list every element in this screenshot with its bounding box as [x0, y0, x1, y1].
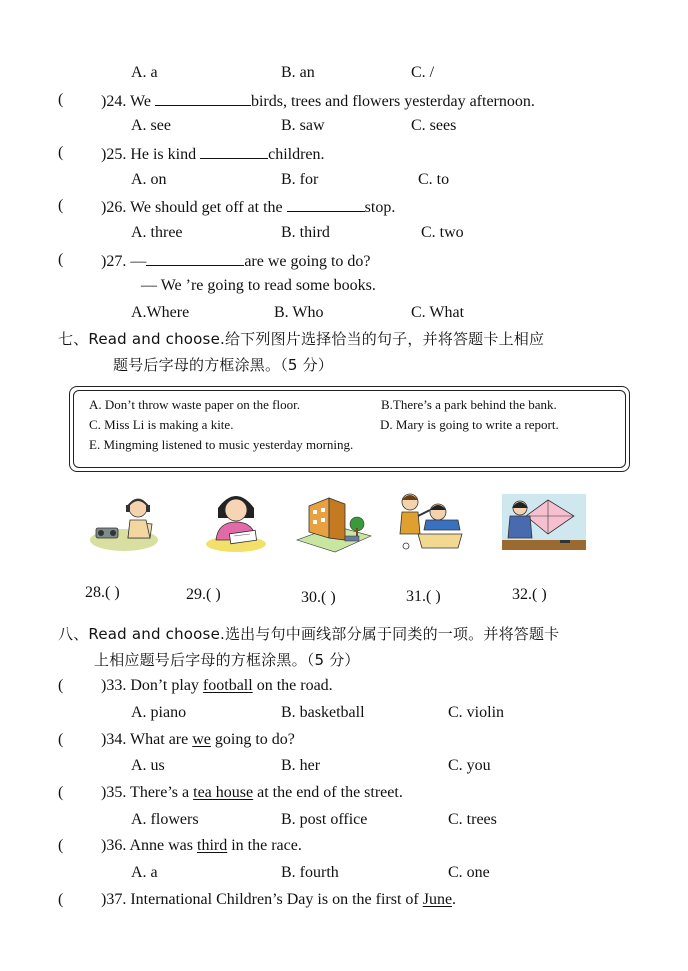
q23-option-a[interactable]: A. a: [131, 64, 158, 81]
q35-option-a[interactable]: A. flowers: [131, 811, 199, 828]
q24-option-c[interactable]: C. sees: [411, 117, 457, 134]
q37-underlined: June: [422, 891, 453, 908]
section8-heading-2: 上相应题号后字母的方框涂黑。（5 分）: [94, 651, 360, 669]
boy-listening-music-icon: [88, 494, 160, 554]
answer-32[interactable]: 32.( ): [512, 586, 547, 603]
q35-underlined: tea house: [193, 784, 254, 801]
q34-option-a[interactable]: A. us: [131, 757, 165, 774]
box-sentence-c: C. Miss Li is making a kite.: [89, 417, 234, 432]
answer-31[interactable]: 31.( ): [406, 588, 441, 605]
q27-blank[interactable]: [146, 250, 244, 266]
q23-option-c[interactable]: C. /: [411, 64, 435, 81]
q34-underlined: we: [192, 731, 211, 748]
answer-30[interactable]: 30.( ): [301, 589, 336, 606]
answer-28[interactable]: 28.( ): [85, 584, 120, 601]
q25-question: )25. He is kind children.: [101, 143, 325, 165]
section7-heading: 七、Read and choose.给下列图片选择恰当的句子，并将答题卡上相应: [58, 330, 545, 348]
q37-question: )37. International Children’s Day is on the first of June.: [101, 891, 457, 908]
q26-option-a[interactable]: A. three: [131, 224, 183, 241]
q36-underlined: third: [197, 837, 228, 854]
q35-option-b[interactable]: B. post office: [281, 811, 368, 828]
q36-question: )36. Anne was third in the race.: [101, 837, 302, 854]
q33-option-a[interactable]: A. piano: [131, 704, 187, 721]
q33-question: )33. Don’t play football on the road.: [101, 677, 333, 694]
teacher-making-kite-icon: [502, 494, 586, 552]
q34-question: )34. What are we going to do?: [101, 731, 295, 748]
section8-heading: 八、Read and choose.选出与句中画线部分属于同类的一项。并将答题卡: [58, 625, 560, 643]
q33-option-c[interactable]: C. violin: [448, 704, 505, 721]
q34-answer-paren[interactable]: (: [58, 731, 64, 748]
q34-option-b[interactable]: B. her: [281, 757, 321, 774]
box-sentence-e: E. Mingming listened to music yesterday morning.: [89, 437, 354, 452]
q36-answer-paren[interactable]: (: [58, 837, 64, 854]
q24-question: )24. We birds, trees and flowers yesterday afternoon.: [101, 90, 535, 112]
q35-answer-paren[interactable]: (: [58, 784, 64, 801]
q27-question: )27. — are we going to do?: [101, 250, 371, 272]
q36-option-a[interactable]: A. a: [131, 864, 158, 881]
q27-answer-paren[interactable]: (: [58, 251, 64, 268]
box-sentence-d: D. Mary is going to write a report.: [380, 417, 559, 432]
q27-reply: — We ’re going to read some books.: [141, 277, 376, 294]
q26-option-b[interactable]: B. third: [281, 224, 330, 241]
answer-29[interactable]: 29.( ): [186, 586, 221, 603]
sentence-box: [69, 386, 630, 472]
q37-answer-paren[interactable]: (: [58, 891, 64, 908]
q26-question: )26. We should get off at the stop.: [101, 196, 395, 218]
q26-blank[interactable]: [287, 196, 365, 212]
q27-option-c[interactable]: C. What: [411, 304, 465, 321]
girl-writing-icon: [204, 488, 268, 554]
q24-option-a[interactable]: A. see: [131, 117, 171, 134]
q26-answer-paren[interactable]: (: [58, 197, 64, 214]
boy-throwing-paper-icon: [396, 490, 464, 554]
q23-option-b[interactable]: B. an: [281, 64, 315, 81]
q24-answer-paren[interactable]: (: [58, 91, 64, 108]
box-sentence-a: A. Don’t throw waste paper on the floor.: [89, 397, 300, 412]
q33-answer-paren[interactable]: (: [58, 677, 64, 694]
q26-option-c[interactable]: C. two: [421, 224, 464, 241]
q27-option-b[interactable]: B. Who: [274, 304, 324, 321]
q34-option-c[interactable]: C. you: [448, 757, 491, 774]
q24-option-b[interactable]: B. saw: [281, 117, 325, 134]
q33-underlined: football: [202, 677, 253, 694]
section7-heading-2: 题号后字母的方框涂黑。（5 分）: [113, 356, 334, 374]
q25-option-b[interactable]: B. for: [281, 171, 319, 188]
q25-blank[interactable]: [200, 143, 268, 159]
q36-option-b[interactable]: B. fourth: [281, 864, 339, 881]
box-sentence-b: B.There’s a park behind the bank.: [381, 397, 557, 412]
building-park-icon: [295, 490, 373, 556]
q36-option-c[interactable]: C. one: [448, 864, 490, 881]
q25-option-c[interactable]: C. to: [418, 171, 450, 188]
q24-blank[interactable]: [155, 90, 251, 106]
q33-option-b[interactable]: B. basketball: [281, 704, 365, 721]
q25-option-a[interactable]: A. on: [131, 171, 167, 188]
q35-question: )35. There’s a tea house at the end of the street.: [101, 784, 403, 801]
q27-option-a[interactable]: A.Where: [131, 304, 190, 321]
q35-option-c[interactable]: C. trees: [448, 811, 497, 828]
q25-answer-paren[interactable]: (: [58, 144, 64, 161]
